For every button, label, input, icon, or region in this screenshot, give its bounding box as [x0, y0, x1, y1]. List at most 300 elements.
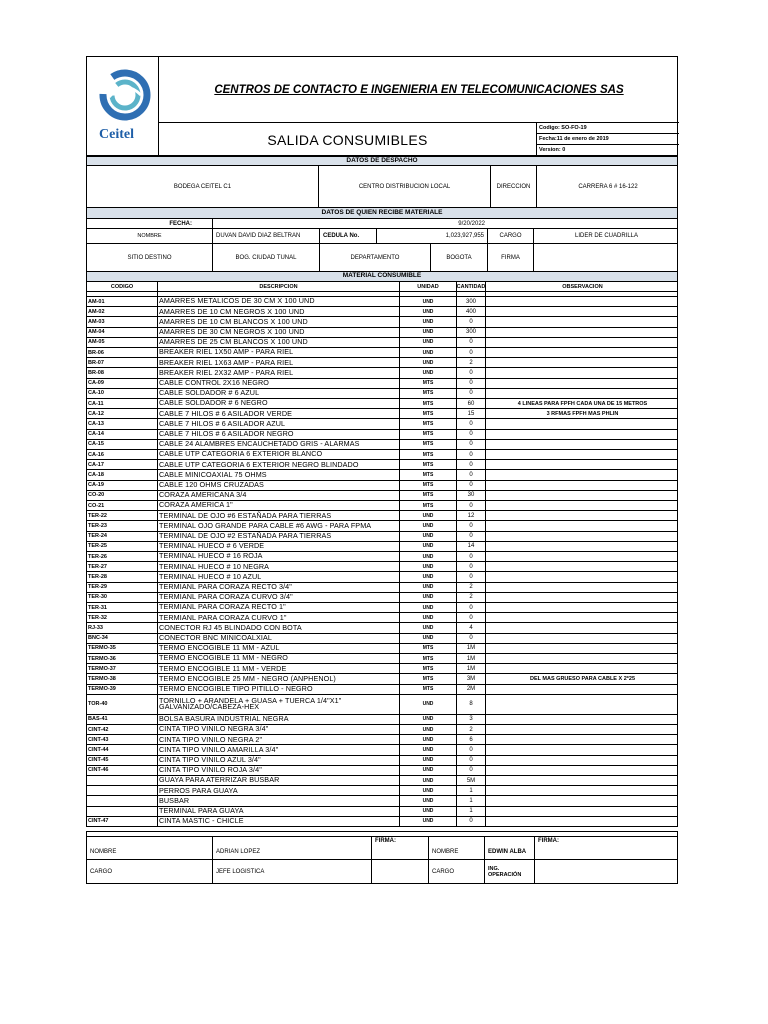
item-observation [486, 348, 679, 357]
material-column-headers [86, 282, 678, 292]
item-code: CINT-45 [87, 756, 158, 765]
table-row [86, 796, 678, 806]
sitio-row [86, 244, 678, 272]
item-description: TERMO ENCOGIBLE TIPO PITILLO - NEGRO [158, 685, 400, 694]
item-code: CA-12 [87, 409, 158, 418]
table-row [86, 552, 678, 562]
item-quantity: 1M [457, 664, 486, 673]
item-observation: 4 LINEAS PARA FPFH CADA UNA DE 15 METROS [517, 400, 648, 407]
item-quantity: 0 [457, 532, 486, 541]
item-observation [486, 521, 679, 530]
item-description: TERMINAL HUECO # 10 AZUL [158, 572, 400, 581]
item-observation [486, 358, 679, 367]
item-observation [486, 583, 679, 592]
item-unit: MTS [400, 481, 457, 490]
table-row [86, 817, 678, 827]
item-code [87, 786, 158, 795]
item-quantity: 300 [457, 297, 486, 306]
table-row [86, 654, 678, 664]
item-unit: UND [400, 776, 457, 785]
item-description: PERROS PARA GUAYA [158, 786, 400, 795]
table-row [86, 501, 678, 511]
item-unit: UND [400, 807, 457, 816]
item-unit: UND [400, 562, 457, 571]
item-code: CINT-46 [87, 766, 158, 775]
item-observation [486, 725, 679, 734]
table-row [86, 481, 678, 491]
item-description: TERMIANL PARA CORAZA RECTO 3/4" [158, 583, 400, 592]
item-code: AM-04 [87, 328, 158, 337]
nombre-value: DUVAN DAVID DIAZ BELTRAN [213, 229, 320, 243]
item-observation [486, 756, 679, 765]
item-code: CA-18 [87, 470, 158, 479]
item-unit: MTS [400, 389, 457, 398]
table-row [86, 338, 678, 348]
item-quantity: 0 [457, 481, 486, 490]
left-nombre-value: ADRIAN LOPEZ [213, 837, 372, 859]
form-header [86, 56, 678, 156]
right-nombre-label: NOMBRE [429, 837, 485, 859]
item-unit: MTS [400, 501, 457, 510]
item-quantity: 0 [457, 501, 486, 510]
spacer-cell [400, 292, 457, 296]
item-unit: UND [400, 348, 457, 357]
item-observation [486, 685, 679, 694]
item-observation [486, 664, 679, 673]
item-description: TERMIANL PARA CORAZA RECTO 1" [158, 603, 400, 612]
item-code: CO-20 [87, 491, 158, 500]
item-observation [486, 460, 679, 469]
item-description: CABLE 24 ALAMBRES ENCAUCHETADO GRIS - ALARMAS [158, 440, 400, 449]
item-unit: UND [400, 593, 457, 602]
item-quantity: 0 [457, 817, 486, 826]
item-observation [486, 634, 679, 643]
table-row [86, 532, 678, 542]
band-recibe: DATOS DE QUIEN RECIBE MATERIALE [86, 208, 678, 219]
item-quantity: 0 [457, 389, 486, 398]
footer-cargo-row [86, 860, 678, 884]
item-observation [486, 368, 679, 377]
item-code: CA-19 [87, 481, 158, 490]
item-code: TER-25 [87, 542, 158, 551]
item-code: CINT-42 [87, 725, 158, 734]
table-row [86, 725, 678, 735]
item-observation [486, 715, 679, 724]
item-description: TERMINAL HUECO # 10 NEGRA [158, 562, 400, 571]
item-observation [486, 623, 679, 632]
item-code: AM-02 [87, 307, 158, 316]
item-unit: MTS [400, 440, 457, 449]
item-unit: UND [400, 786, 457, 795]
table-row [86, 521, 678, 531]
item-unit: UND [400, 511, 457, 520]
item-code [87, 796, 158, 805]
table-row [86, 542, 678, 552]
cargo-label: CARGO [488, 229, 534, 243]
item-code: TOR-40 [87, 695, 158, 714]
item-observation [486, 450, 679, 459]
item-quantity: 0 [457, 603, 486, 612]
item-description: BREAKER RIEL 1X50 AMP - PARA RIEL [158, 348, 400, 357]
cedula-value: 1,023,927,955 [377, 229, 488, 243]
item-code: CA-10 [87, 389, 158, 398]
item-description: CONECTOR BNC MINICOALXIAL [158, 634, 400, 643]
item-quantity: 3M [457, 674, 486, 683]
item-description: CABLE 120 OHMS CRUZADAS [158, 481, 400, 490]
item-code: CA-15 [87, 440, 158, 449]
item-quantity: 0 [457, 348, 486, 357]
item-observation [486, 328, 679, 337]
item-description: CABLE UTP CATEGORIA 6 EXTERIOR NEGRO BLINDADO [158, 460, 400, 469]
item-code: BR-07 [87, 358, 158, 367]
despacho-row [86, 166, 678, 208]
fecha-label: FECHA: [87, 219, 213, 228]
spacer-cell [457, 292, 486, 296]
col-codigo: CODIGO [87, 282, 158, 291]
item-code: CA-13 [87, 419, 158, 428]
item-quantity: 0 [457, 552, 486, 561]
band-despacho: DATOS DE DESPACHO [86, 156, 678, 166]
firma-signature [534, 244, 679, 271]
item-unit: MTS [400, 430, 457, 439]
item-unit: MTS [400, 654, 457, 663]
item-description: TERMINAL DE OJO #6 ESTAÑADA PARA TIERRAS [158, 511, 400, 520]
item-unit: UND [400, 725, 457, 734]
item-observation [486, 481, 679, 490]
item-code: TER-28 [87, 572, 158, 581]
table-row [86, 450, 678, 460]
item-quantity: 0 [457, 317, 486, 326]
item-unit: UND [400, 368, 457, 377]
item-unit: UND [400, 623, 457, 632]
item-code: TER-29 [87, 583, 158, 592]
item-quantity: 60 [457, 399, 486, 408]
item-code: TER-24 [87, 532, 158, 541]
item-description: CABLE UTP CATEGORIA 6 EXTERIOR BLANCO [158, 450, 400, 459]
item-unit: UND [400, 613, 457, 622]
item-quantity: 0 [457, 338, 486, 347]
logo [87, 57, 159, 157]
item-quantity: 0 [457, 766, 486, 775]
item-unit: MTS [400, 644, 457, 653]
fecha-row [86, 219, 678, 229]
item-unit: UND [400, 572, 457, 581]
left-cargo-label: CARGO [87, 860, 213, 883]
item-quantity: 0 [457, 430, 486, 439]
col-observacion: OBSERVACION [562, 283, 603, 290]
table-row [86, 623, 678, 633]
left-cargo-value: JEFE LOGISTICA [213, 860, 372, 883]
right-firma-signature [535, 860, 679, 883]
table-row [86, 695, 678, 715]
item-description: TERMINAL HUECO # 6 VERDE [158, 542, 400, 551]
table-row [86, 368, 678, 378]
item-quantity: 14 [457, 542, 486, 551]
item-quantity: 5M [457, 776, 486, 785]
item-quantity: 0 [457, 572, 486, 581]
item-description: CORAZA AMERICANA 3/4 [158, 491, 400, 500]
item-quantity: 2 [457, 593, 486, 602]
item-unit: MTS [400, 450, 457, 459]
item-code: TER-23 [87, 521, 158, 530]
item-observation [486, 430, 679, 439]
left-nombre-label: NOMBRE [87, 837, 213, 859]
item-code: TER-32 [87, 613, 158, 622]
item-unit: MTS [400, 379, 457, 388]
item-description: TERMIANL PARA CORAZA CURVO 3/4" [158, 593, 400, 602]
table-row [86, 735, 678, 745]
table-row [86, 419, 678, 429]
table-row [86, 664, 678, 674]
doc-version: Version: 0 [539, 147, 566, 153]
item-quantity: 2 [457, 358, 486, 367]
item-unit: UND [400, 695, 457, 714]
bodega: BODEGA CEITEL C1 [87, 166, 319, 207]
item-quantity: 2M [457, 685, 486, 694]
item-quantity: 3 [457, 715, 486, 724]
item-unit: UND [400, 521, 457, 530]
table-row [86, 440, 678, 450]
item-observation [486, 603, 679, 612]
item-observation [486, 745, 679, 754]
item-observation [486, 807, 679, 816]
item-quantity: 30 [457, 491, 486, 500]
item-code: TERMO-38 [87, 674, 158, 683]
item-observation [486, 796, 679, 805]
item-observation [486, 317, 679, 326]
item-code: BR-08 [87, 368, 158, 377]
item-description: CONECTOR RJ 45 BLINDADO CON BOTA [158, 623, 400, 632]
item-observation [486, 501, 679, 510]
item-code: CA-16 [87, 450, 158, 459]
item-observation [486, 379, 679, 388]
item-observation [486, 440, 679, 449]
item-observation [486, 613, 679, 622]
item-observation [486, 511, 679, 520]
item-code: TERMO-36 [87, 654, 158, 663]
item-code: CA-17 [87, 460, 158, 469]
item-unit: MTS [400, 419, 457, 428]
item-observation [486, 419, 679, 428]
item-code: AM-05 [87, 338, 158, 347]
item-observation [486, 735, 679, 744]
item-description: CABLE SOLDADOR # 6 NEGRO [158, 399, 400, 408]
item-observation [486, 572, 679, 581]
table-row [86, 593, 678, 603]
item-code: TER-31 [87, 603, 158, 612]
table-row [86, 583, 678, 593]
item-quantity: 0 [457, 613, 486, 622]
direccion-label: DIRECCION [491, 166, 537, 207]
table-row [86, 634, 678, 644]
item-observation [486, 552, 679, 561]
item-description: TERMINAL DE OJO #2 ESTAÑADA PARA TIERRAS [158, 532, 400, 541]
item-quantity: 0 [457, 634, 486, 643]
right-cargo-value: ING. OPERACIÓN [485, 860, 535, 883]
item-quantity: 4 [457, 623, 486, 632]
item-unit: UND [400, 338, 457, 347]
table-row [86, 572, 678, 582]
sitio-value: BOG. CIUDAD TUNAL [213, 244, 320, 271]
sitio-label: SITIO DESTINO [87, 244, 213, 271]
item-code: AM-03 [87, 317, 158, 326]
left-firma-label: FIRMA: [372, 837, 429, 859]
item-description: TERMO ENCOGIBLE 25 MM - NEGRO (ANPHENOL) [158, 674, 400, 683]
item-code: TER-26 [87, 552, 158, 561]
item-code: TER-30 [87, 593, 158, 602]
item-unit: UND [400, 358, 457, 367]
item-observation [486, 470, 679, 479]
table-row [86, 644, 678, 654]
table-row [86, 470, 678, 480]
item-code: TERMO-39 [87, 685, 158, 694]
item-description: CABLE MINICOAXIAL 75 OHMS [158, 470, 400, 479]
firma-label: FIRMA [488, 244, 534, 271]
company-name: CENTROS DE CONTACTO E INGENIERIA EN TELECOMUNICACIONES SAS [159, 57, 679, 123]
item-observation [486, 297, 679, 306]
centro: CENTRO DISTRIBUCION LOCAL [319, 166, 491, 207]
item-code: TER-22 [87, 511, 158, 520]
fecha-value: 9/20/2022 [458, 220, 485, 227]
item-code: CINT-47 [87, 817, 158, 826]
doc-code: Codigo: SO-FO-19 [537, 123, 679, 134]
item-description: TERMO ENCOGIBLE 11 MM - NEGRO [158, 654, 400, 663]
spacer-cell [87, 292, 158, 296]
item-code: RJ-33 [87, 623, 158, 632]
item-unit: MTS [400, 674, 457, 683]
item-quantity: 1M [457, 654, 486, 663]
item-description: GUAYA PARA ATERRIZAR BUSBAR [158, 776, 400, 785]
item-quantity: 0 [457, 450, 486, 459]
table-row [86, 756, 678, 766]
item-quantity: 0 [457, 379, 486, 388]
table-row [86, 745, 678, 755]
item-quantity: 0 [457, 756, 486, 765]
table-row [86, 786, 678, 796]
item-code: BNC-34 [87, 634, 158, 643]
item-description: CABLE 7 HILOS # 6 ASILADOR NEGRO [158, 430, 400, 439]
table-row [86, 358, 678, 368]
item-observation: 3 RFMAS FPFH MAS PHLIN [546, 410, 619, 417]
item-observation [486, 766, 679, 775]
item-quantity: 6 [457, 735, 486, 744]
item-description: AMARRES DE 30 CM NEGROS X 100 UND [158, 328, 400, 337]
item-unit: UND [400, 603, 457, 612]
table-row [86, 511, 678, 521]
item-unit: UND [400, 542, 457, 551]
item-observation [486, 562, 679, 571]
item-unit: MTS [400, 409, 457, 418]
item-code: CA-11 [87, 399, 158, 408]
item-code: CA-09 [87, 379, 158, 388]
depto-label: DEPARTAMENTO [320, 244, 431, 271]
item-description: CORAZA AMERICA 1" [158, 501, 400, 510]
item-description: CINTA TIPO VINILO AMARILLA 3/4" [158, 745, 400, 754]
item-quantity: 0 [457, 419, 486, 428]
item-description: CINTA TIPO VINILO ROJA 3/4" [158, 766, 400, 775]
item-quantity: 1 [457, 796, 486, 805]
item-description: TERMINAL OJO GRANDE PARA CABLE #6 AWG - PARA FPMA [158, 521, 400, 530]
table-row [86, 307, 678, 317]
item-description: TERMO ENCOGIBLE 11 MM - AZUL [158, 644, 400, 653]
item-description: AMARRES DE 25 CM BLANCOS X 100 UND [158, 338, 400, 347]
item-unit: MTS [400, 685, 457, 694]
item-quantity: 8 [457, 695, 486, 714]
table-row [86, 715, 678, 725]
item-description: TERMIANL PARA CORAZA CURVO 1" [158, 613, 400, 622]
col-unidad: UNIDAD [400, 282, 457, 291]
item-quantity: 1M [457, 644, 486, 653]
item-quantity: 0 [457, 460, 486, 469]
item-quantity: 2 [457, 725, 486, 734]
item-unit: UND [400, 715, 457, 724]
item-quantity: 0 [457, 440, 486, 449]
item-code: BR-06 [87, 348, 158, 357]
item-description: BUSBAR [158, 796, 400, 805]
table-row [86, 685, 678, 695]
item-code [87, 776, 158, 785]
item-quantity: 2 [457, 583, 486, 592]
item-description: AMARRES DE 10 CM NEGROS X 100 UND [158, 307, 400, 316]
item-observation [486, 654, 679, 663]
table-row [86, 460, 678, 470]
table-row [86, 766, 678, 776]
item-code [87, 807, 158, 816]
item-code: TERMO-35 [87, 644, 158, 653]
item-description: CINTA TIPO VINILO NEGRA 2" [158, 735, 400, 744]
item-quantity: 15 [457, 409, 486, 418]
form-title: SALIDA CONSUMIBLES [159, 123, 537, 157]
consumables-form [86, 56, 678, 886]
item-observation [486, 817, 679, 826]
item-unit: MTS [400, 460, 457, 469]
item-observation [486, 695, 679, 714]
item-unit: UND [400, 583, 457, 592]
item-quantity: 12 [457, 511, 486, 520]
item-quantity: 1 [457, 807, 486, 816]
col-descripcion: DESCRIPCION [158, 282, 400, 291]
item-code: TERMO-37 [87, 664, 158, 673]
item-quantity: 0 [457, 521, 486, 530]
table-row [86, 348, 678, 358]
item-unit: UND [400, 297, 457, 306]
item-description: BREAKER RIEL 2X32 AMP - PARA RIEL [158, 368, 400, 377]
col-cantidad: CANTIDAD [456, 283, 486, 290]
table-row [86, 807, 678, 817]
cedula-label: CEDULA No. [320, 229, 377, 243]
item-unit: UND [400, 552, 457, 561]
item-code: BAS-41 [87, 715, 158, 724]
item-unit: MTS [400, 470, 457, 479]
item-observation [486, 644, 679, 653]
item-description: AMARRES DE 10 CM BLANCOS X 100 UND [158, 317, 400, 326]
depto-value: BOGOTA [431, 244, 488, 271]
item-description: CABLE 7 HILOS # 6 ASILADOR VERDE [158, 409, 400, 418]
item-description: TERMINAL HUECO # 16 ROJA [158, 552, 400, 561]
item-description: AMARRES METALICOS DE 30 CM X 100 UND [158, 297, 400, 306]
right-nombre-value: EDWIN ALBA [485, 837, 535, 859]
nombre-row [86, 229, 678, 244]
table-row [86, 389, 678, 399]
table-row [86, 409, 678, 419]
item-observation [486, 776, 679, 785]
direccion-value: CARRERA 6 # 16-122 [578, 183, 638, 190]
item-quantity: 0 [457, 745, 486, 754]
item-description: CABLE 7 HILOS # 6 ASILADOR AZUL [158, 419, 400, 428]
item-unit: MTS [400, 491, 457, 500]
item-observation [486, 532, 679, 541]
table-row [86, 491, 678, 501]
